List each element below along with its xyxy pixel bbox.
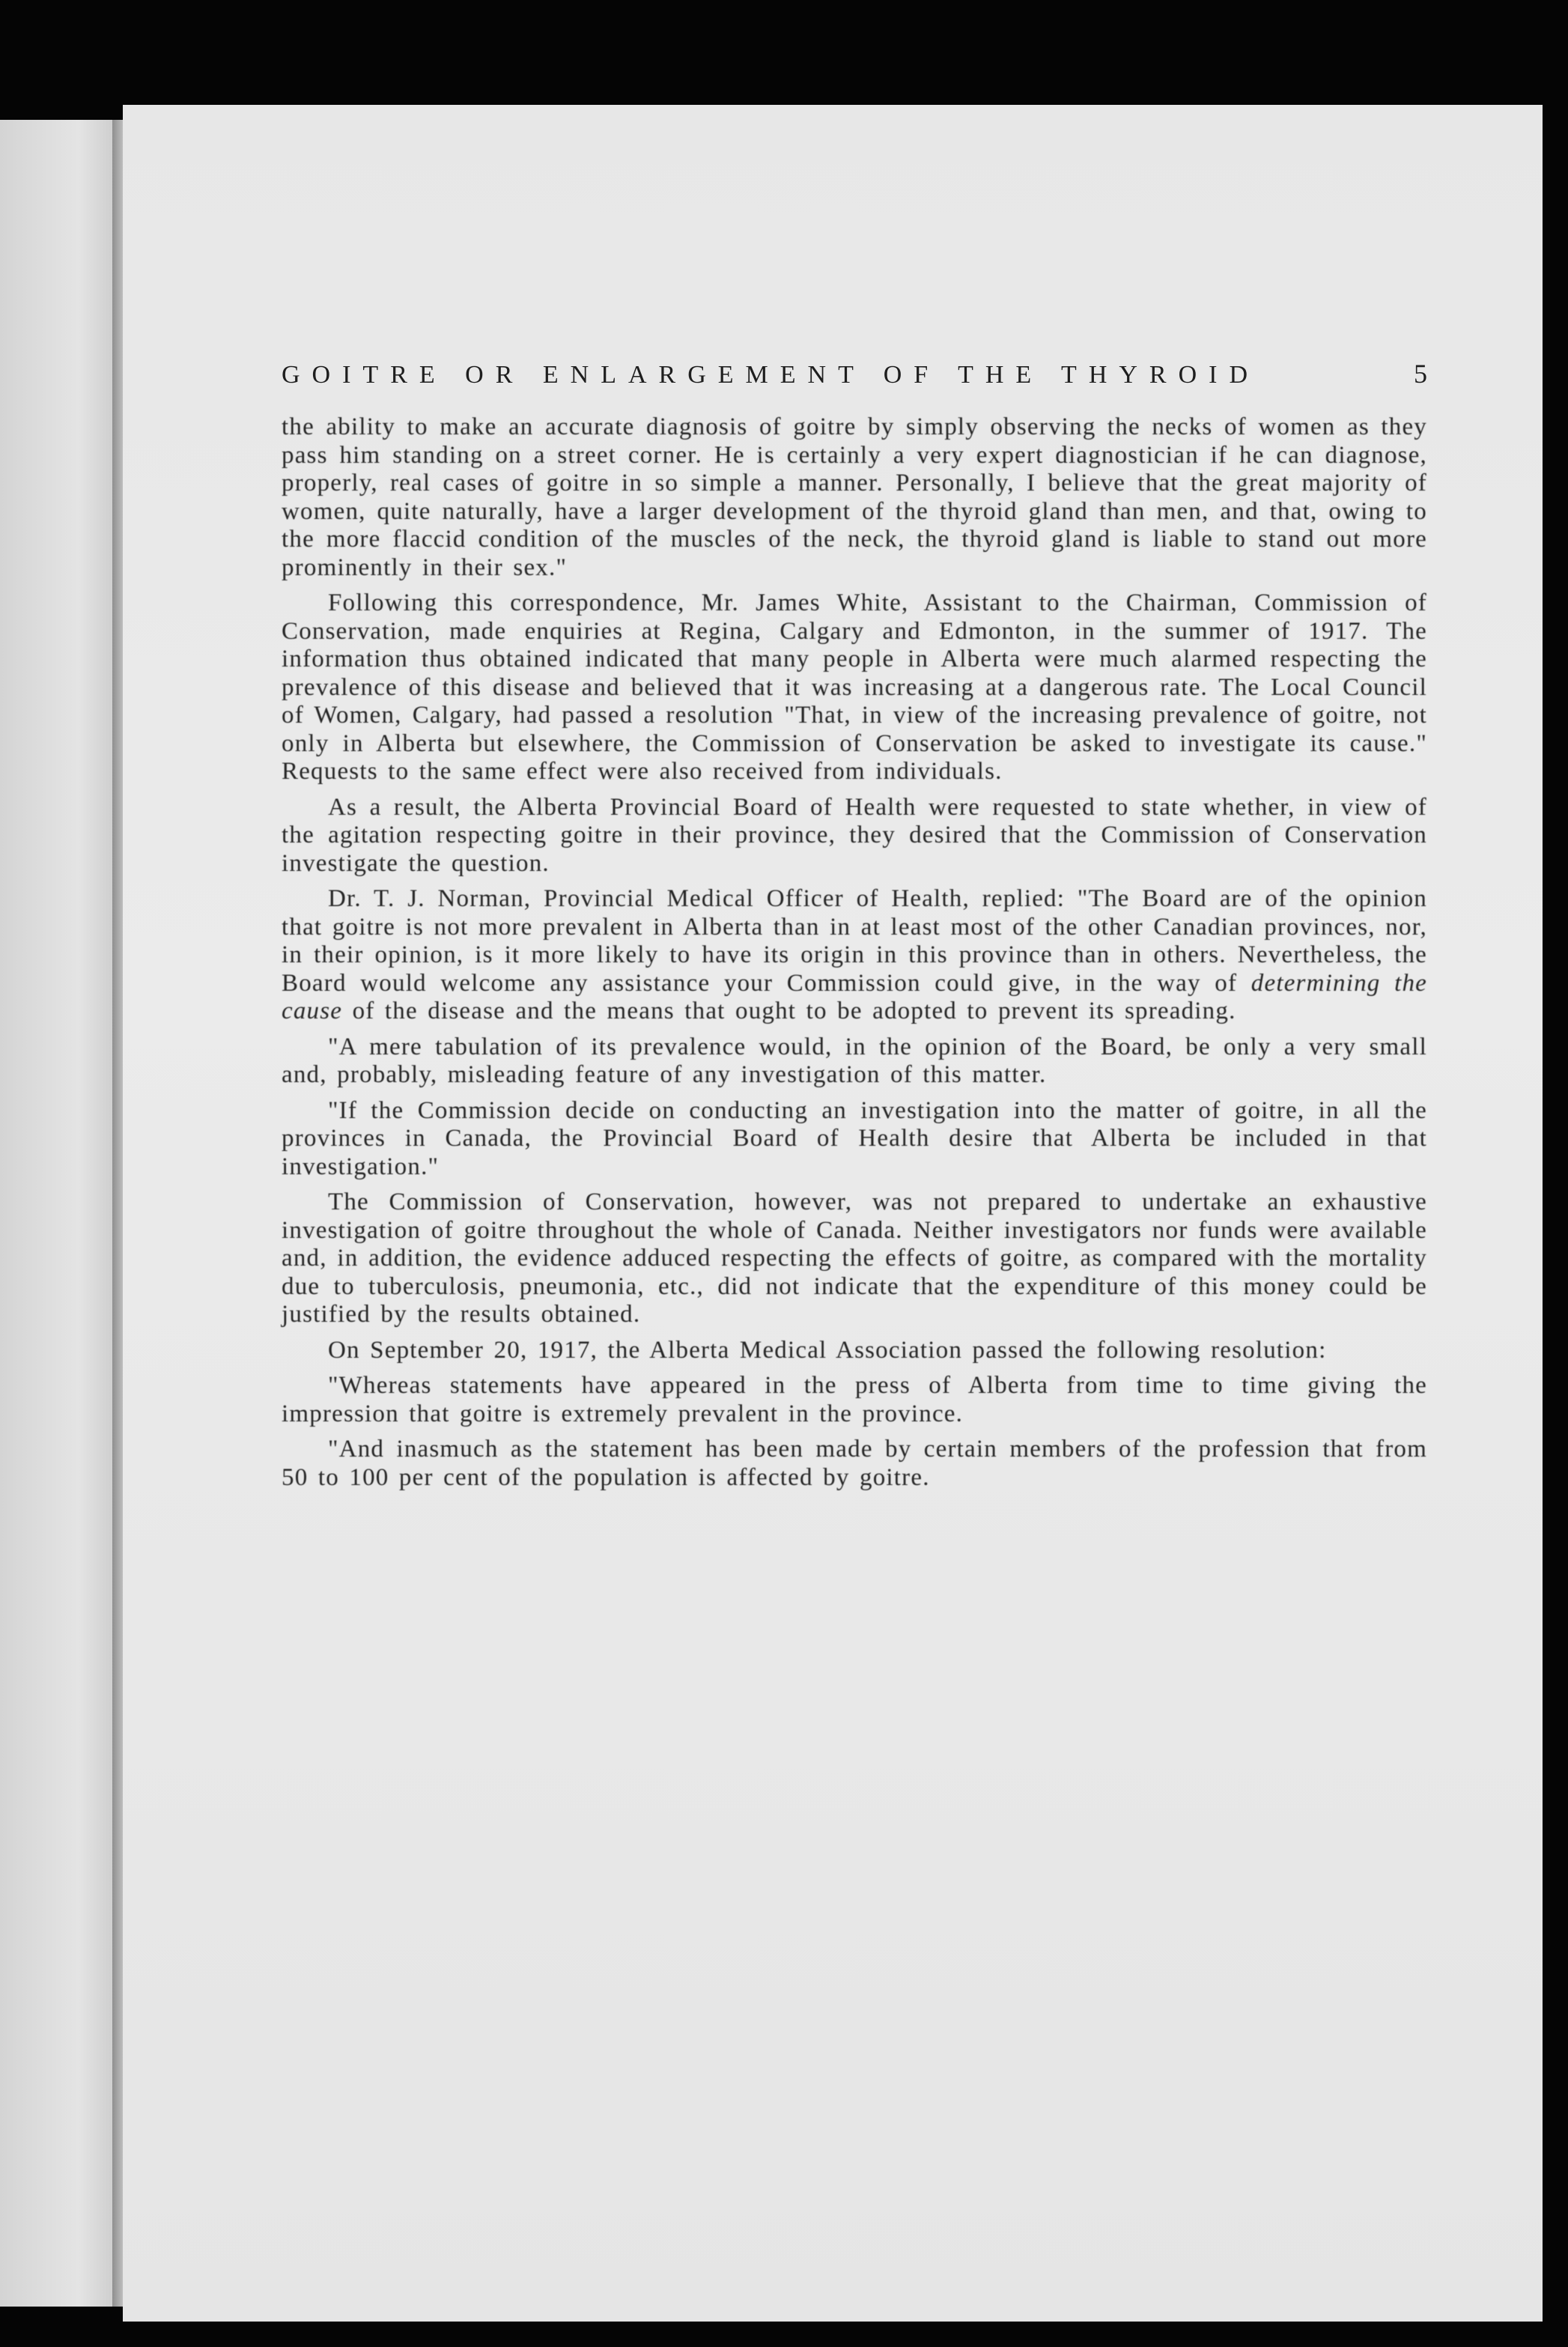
page-number: 5: [1414, 359, 1427, 389]
paragraph-4: [282, 885, 1427, 1026]
running-head: [282, 358, 1427, 389]
paragraph-3: As a result, the Alberta Provincial Board of Health were requested to state whether, in view of the agitation respecting goitre in their province, they desired that the Commission of Conservation investigate the question.: [282, 793, 1427, 877]
paragraph-5: "A mere tabulation of its prevalence would, in the opinion of the Board, be only a very small and, probably, misleading feature of any investigation of this matter.: [282, 1033, 1427, 1088]
page-content: [282, 358, 1427, 1499]
paragraph-4-text-after: of the disease and the means that ought to be adopted to prevent its spreading.: [342, 998, 1236, 1024]
book-gutter: [112, 120, 123, 2307]
paragraph-4-text-before: Dr. T. J. Norman, Provincial Medical Officer of Health, replied: "The Board are of the opinion that goitre is not more prevalent in Alberta than in at least most of the other Canadian provinces, nor, in their opinion, is it more likely to have its origin in this province than in others. Nevertheless, the Board would welcome any assistance your Commission could give, in the way of: [282, 885, 1427, 997]
paragraph-2: Following this correspondence, Mr. James White, Assistant to the Chairman, Commission of Conservation, made enquiries at Regina, Calgary and Edmonton, in the summer of 1917. The information thus obtained indicated that many people in Alberta were much alarmed respecting the prevalence of this disease and believed that it was increasing at a dangerous rate. The Local Council of Women, Calgary, had passed a resolution "That, in view of the increasing prevalence of goitre, not only in Alberta but elsewhere, the Commission of Conservation be asked to investigate its cause." Requests to the same effect were also received from individuals.: [282, 589, 1427, 785]
document-page: [123, 105, 1543, 2322]
paragraph-8: On September 20, 1917, the Alberta Medical Association passed the following resolution:: [328, 1336, 1327, 1364]
paragraph-7: The Commission of Conservation, however, was not prepared to undertake an exhaustive investigation of goitre throughout the whole of Canada. Neither investigators nor funds were available and, in addition, the evidence adduced respecting the effects of goitre, as compared with the mortality due to tuberculosis, pneumonia, etc., did not indicate that the expenditure of this money could be justified by the results obtained.: [282, 1188, 1427, 1328]
adjacent-page-edge: [0, 120, 112, 2307]
paragraph-9: "Whereas statements have appeared in the press of Alberta from time to time giving the impression that goitre is extremely prevalent in the province.: [282, 1372, 1427, 1427]
running-head-title: GOITRE OR ENLARGEMENT OF THE THYROID: [282, 361, 1260, 389]
paragraph-10: "And inasmuch as the statement has been made by certain members of the profession that from 50 to 100 per cent of the population is affected by goitre.: [282, 1436, 1427, 1491]
paragraph-6: "If the Commission decide on conducting an investigation into the matter of goitre, in all the provinces in Canada, the Provincial Board of Health desire that Alberta be included in that investigation.": [282, 1096, 1427, 1180]
paragraph-4-emphasis: determining the cause: [282, 969, 1427, 1024]
paragraph-1: the ability to make an accurate diagnosis of goitre by simply observing the necks of women as they pass him standing on a street corner. He is certainly a very expert diagnostician if he can diagnose, properly, real cases of goitre in so simple a manner. Personally, I believe that the great majority of women, quite naturally, have a larger development of the thyroid gland than men, and that, owing to the more flaccid condition of the muscles of the neck, the thyroid gland is liable to stand out more prominently in their sex.": [282, 413, 1427, 581]
